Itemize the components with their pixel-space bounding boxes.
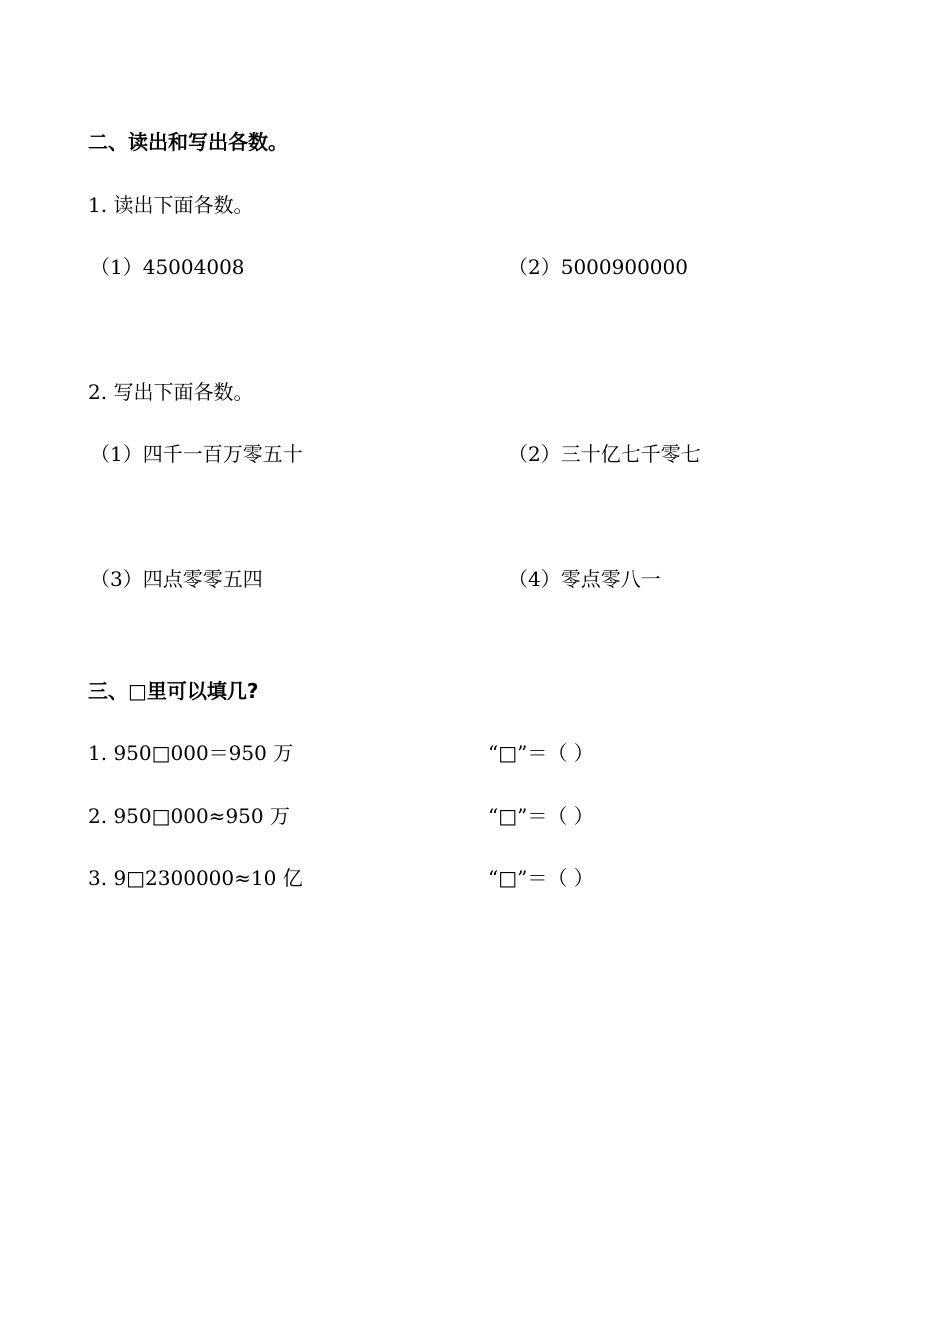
question-2-label: 2. 写出下面各数。: [88, 380, 254, 404]
fill-question-1: 1. 950□000＝950 万: [88, 741, 294, 765]
question-2-item-1: （1）四千一百万零五十: [90, 442, 303, 466]
fill-answer-3: “□”＝（ ）: [488, 866, 594, 890]
question-2-item-2: （2）三十亿七千零七: [508, 442, 701, 466]
section-2-title: 二、读出和写出各数。: [88, 130, 288, 154]
question-1-label: 1. 读出下面各数。: [88, 193, 254, 217]
fill-question-3: 3. 9□2300000≈10 亿: [88, 866, 303, 890]
question-1-item-2: （2）5000900000: [508, 255, 688, 279]
fill-answer-2: “□”＝（ ）: [488, 804, 594, 828]
question-2-item-4: （4）零点零八一: [508, 567, 661, 591]
fill-answer-1: “□”＝（ ）: [488, 741, 594, 765]
question-2-item-3: （3）四点零零五四: [90, 567, 263, 591]
fill-question-2: 2. 950□000≈950 万: [88, 804, 290, 828]
section-3-title: 三、□里可以填几?: [88, 679, 259, 703]
question-1-item-1: （1）45004008: [90, 255, 245, 279]
